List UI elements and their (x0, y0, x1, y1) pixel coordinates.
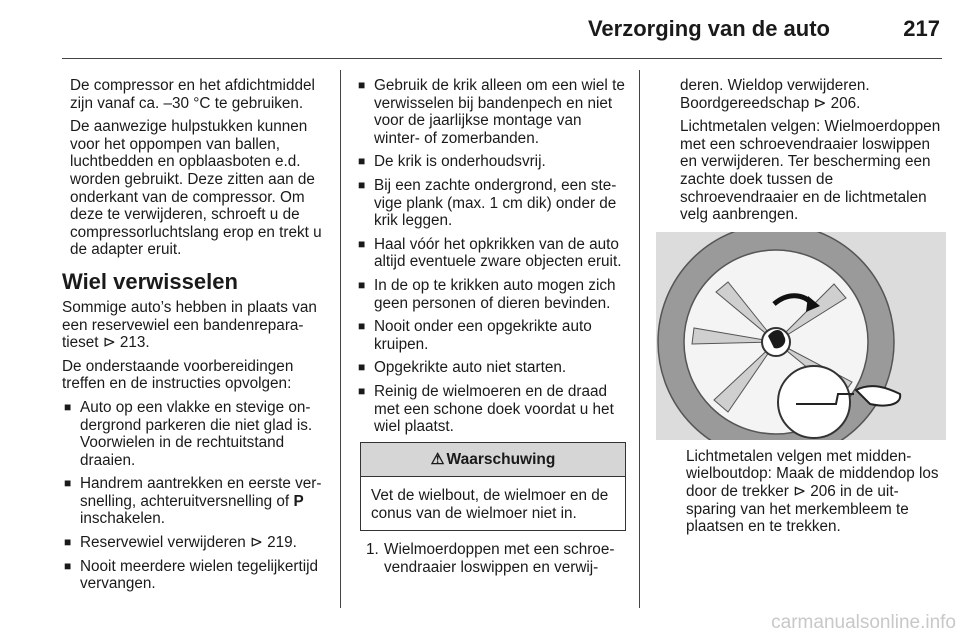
text: Handrem aantrekken en eerste versnelling, achteruitversnelling of (80, 475, 322, 510)
column-divider (340, 70, 341, 608)
text: . (145, 334, 150, 352)
text: . (292, 534, 297, 552)
text: In de op te krikken auto mogen zich geen personen of dieren bevinden. (374, 276, 616, 312)
page-ref[interactable]: 213 (119, 334, 146, 352)
paragraph: Lichtmetalen velgen: Wielmoerdoppen met een schroevendraaier loswippen en verwijderen. Ter bescherming een zachte doek tussen de schroevendraaier en de lichtmetalen velg aanbrengen. (680, 118, 941, 224)
list-item (356, 236, 626, 271)
text: Haal vóór het opkrikken van de auto altijd eventuele zware objecten eruit. (374, 235, 622, 271)
watermark: carmanualsonline.info (771, 612, 956, 633)
list-item (62, 475, 332, 528)
bullet-square-icon: ■ (358, 383, 366, 398)
warning-text: Vet de wielbout, de wielmoer en de conus van de wielmoer niet in. (371, 487, 609, 522)
page-ref-arrow-icon: ⊳ (102, 334, 116, 352)
gear-position-p: P (293, 492, 304, 510)
text: Gebruik de krik alleen om een wiel te verwisselen bij bandenpech en niet voor de jaarlijkse montage van winter- of zomerbanden. (374, 77, 625, 147)
text: Opgekrikte auto niet starten. (374, 359, 567, 377)
list-item (356, 383, 626, 436)
alloy-wheel-center-cap-icon (656, 232, 946, 440)
bullet-square-icon: ■ (358, 319, 366, 334)
page-ref[interactable]: 206 (830, 94, 857, 112)
text: deren. Wieldop verwijderen. Boordgereedschap (680, 77, 870, 112)
bullet-square-icon: ■ (64, 558, 72, 573)
paragraph: De compressor en het afdichtmiddel zijn vanaf ca. –30 °C te gebruiken. (70, 77, 315, 112)
list-item (356, 277, 626, 312)
list-item (356, 153, 626, 171)
paragraph (62, 299, 332, 352)
list-item (62, 558, 332, 593)
bullet-square-icon: ■ (64, 399, 72, 414)
bullet-square-icon: ■ (64, 476, 72, 491)
page-ref[interactable]: 206 (810, 482, 836, 500)
page-header-title: Verzorging van de auto (587, 16, 830, 41)
column-2 (356, 77, 626, 577)
list-item (62, 534, 332, 552)
column-1 (62, 77, 332, 599)
column-divider (639, 70, 640, 608)
paragraph (680, 77, 942, 112)
numbered-step (356, 541, 626, 576)
page-ref-arrow-icon: ⊳ (813, 94, 827, 112)
paragraph: De aanwezige hulpstukken kunnen voor het oppompen van ballen, luchtbedden en opblaasboten e.d. worden gebruikt. Deze zitten aan de onderkant van de compressor. Om deze te verwijderen, schroeft u de compressorluchtslang erop en trekt u de adapter eruit. (70, 118, 322, 259)
text: Nooit meerdere wielen tegelijkertijd vervangen. (80, 557, 319, 593)
text: in de uitsparing van het merkembleem te plaatsen en te trekken. (686, 482, 909, 536)
warning-triangle-icon: ⚠ (430, 450, 445, 468)
figure-caption (680, 448, 942, 536)
page-ref-arrow-icon: ⊳ (793, 482, 806, 500)
list-item (62, 399, 332, 469)
column-3 (680, 77, 942, 542)
bullet-square-icon: ■ (358, 177, 366, 192)
list-item (356, 318, 626, 353)
text: Wielmoerdoppen met een schroevendraaier loswippen en verwij- (384, 541, 615, 577)
bullet-square-icon: ■ (358, 78, 366, 92)
bullet-square-icon: ■ (358, 277, 366, 292)
step-number: 1. (366, 541, 379, 559)
section-heading: Wiel verwisselen (62, 268, 238, 294)
bullet-square-icon: ■ (358, 154, 366, 169)
text: De krik is onderhoudsvrij. (374, 153, 546, 171)
list-item (356, 177, 626, 230)
warning-header (361, 443, 625, 478)
paragraph: De onderstaande voorbereidingen treffen en de instructies opvolgen: (62, 357, 294, 393)
bullet-square-icon: ■ (358, 236, 366, 251)
text: Reservewiel verwijderen (80, 534, 251, 552)
text: Nooit onder een opgekrikte auto kruipen. (374, 318, 592, 353)
text: inschakelen. (80, 510, 166, 528)
text: . (856, 94, 861, 112)
text: Bij een zachte ondergrond, een stevige plank (max. 1 cm dik) onder de krik leggen. (374, 176, 617, 230)
page-ref[interactable]: 219 (267, 534, 293, 552)
text: Auto op een vlakke en stevige ondergrond parkeren die niet glad is. Voorwielen in de rechtuitstand draaien. (80, 398, 313, 469)
list-item (356, 77, 626, 147)
text: Lichtmetalen velgen met middenwielboutdop: Maak de middendop los door de trekker (686, 447, 939, 500)
bullet-square-icon: ■ (64, 535, 72, 550)
warning-title: Waarschuwing (446, 450, 556, 468)
list-item (356, 359, 626, 377)
bullet-square-icon: ■ (358, 360, 366, 375)
text: Sommige auto’s hebben in plaats van een reservewiel een bandenreparatieset (62, 298, 317, 352)
page-number: 217 (903, 16, 940, 41)
wheel-illustration (656, 232, 946, 440)
warning-box (360, 442, 626, 532)
text: Reinig de wielmoeren en de draad met een schone doek voordat u het wiel plaatst. (374, 382, 614, 436)
header-rule (62, 58, 942, 59)
page-ref-arrow-icon: ⊳ (250, 534, 263, 552)
